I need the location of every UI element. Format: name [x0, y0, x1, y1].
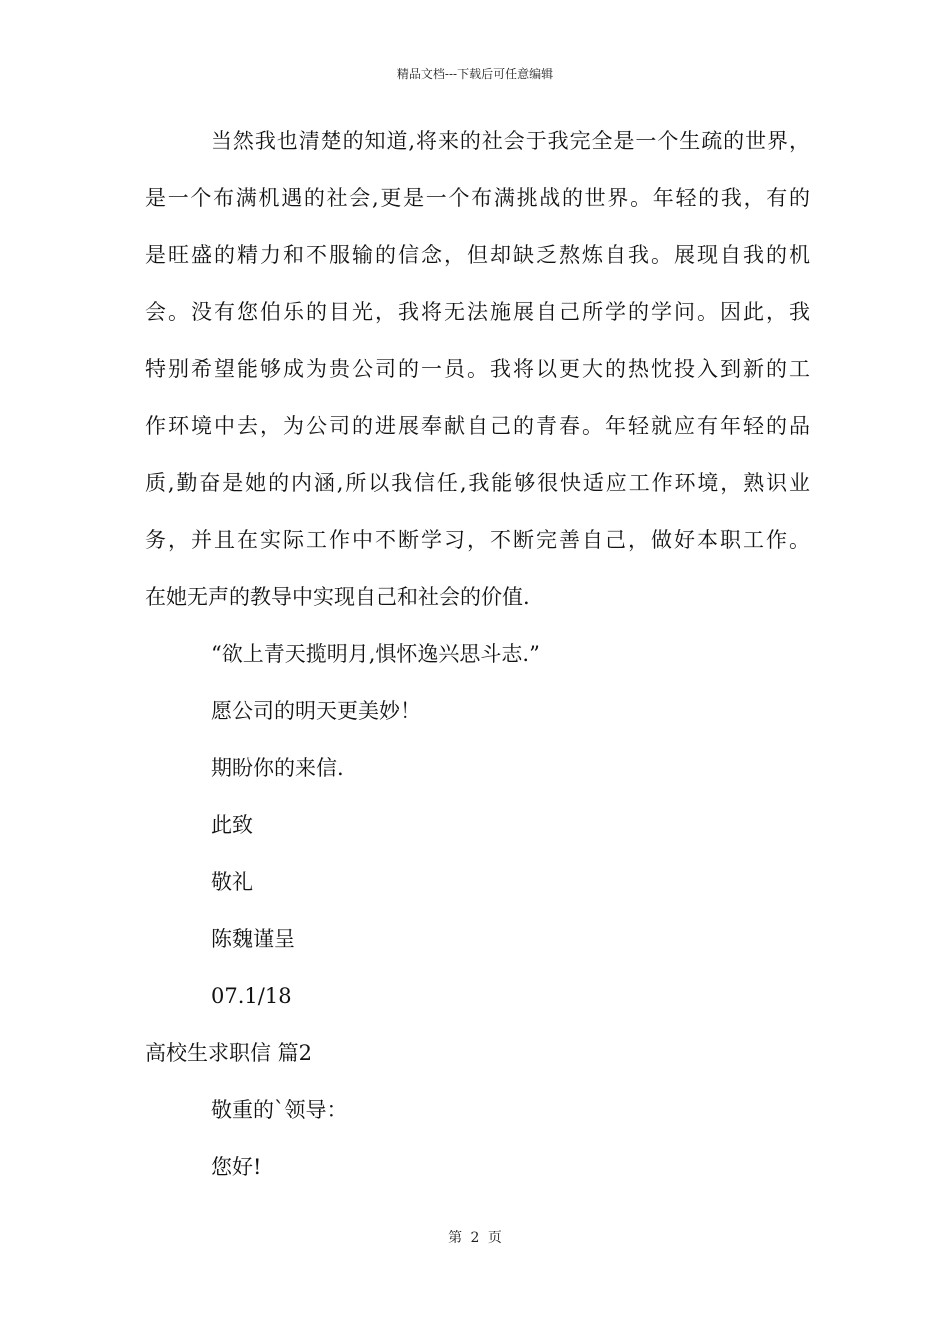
document-body [145, 127, 810, 1210]
paragraph-line: 特别希望能够成为贵公司的一员。我将以更大的热忱投入到新的工 [145, 357, 810, 381]
quote-line: “欲上青天揽明月,惧怀逸兴思斗志.” [211, 642, 540, 666]
paragraph-body [145, 127, 810, 611]
page-header: 精品文档---下载后可任意编辑 [396, 67, 554, 81]
paragraph-line: 作环境中去，为公司的进展奉献自己的青春。年轻就应有年轻的品 [145, 414, 810, 438]
salutation-line: 敬重的`领导： [211, 1098, 348, 1122]
paragraph-line: 是一个布满机遇的社会,更是一个布满挑战的世界。年轻的我，有的 [145, 186, 810, 210]
page-footer: 第 2 页 [448, 1230, 502, 1246]
paragraph-line: 务，并且在实际工作中不断学习，不断完善自己，做好本职工作。 [145, 528, 810, 552]
section-title: 高校生求职信 篇2 [145, 1041, 313, 1065]
expect-line: 期盼你的来信. [211, 756, 344, 780]
paragraph-line: 在她无声的教导中实现自己和社会的价值. [145, 585, 530, 609]
paragraph-line: 是旺盛的精力和不服输的信念，但却缺乏熬炼自我。展现自我的机 [145, 243, 810, 267]
signature-line: 陈魏谨呈 [211, 927, 295, 951]
paragraph-line: 质,勤奋是她的内涵,所以我信任,我能够很快适应工作环境，熟识业 [145, 471, 810, 495]
wish-line: 愿公司的明天更美妙！ [211, 699, 421, 723]
closing-line-2: 敬礼 [211, 870, 253, 894]
paragraph-line: 会。没有您伯乐的目光，我将无法施展自己所学的学问。因此，我 [145, 300, 810, 324]
greeting-line: 您好! [211, 1155, 262, 1179]
date-line: 07.1/18 [211, 984, 292, 1008]
paragraph-line: 当然我也清楚的知道,将来的社会于我完全是一个生疏的世界， [211, 129, 810, 153]
closing-line-1: 此致 [211, 813, 253, 837]
